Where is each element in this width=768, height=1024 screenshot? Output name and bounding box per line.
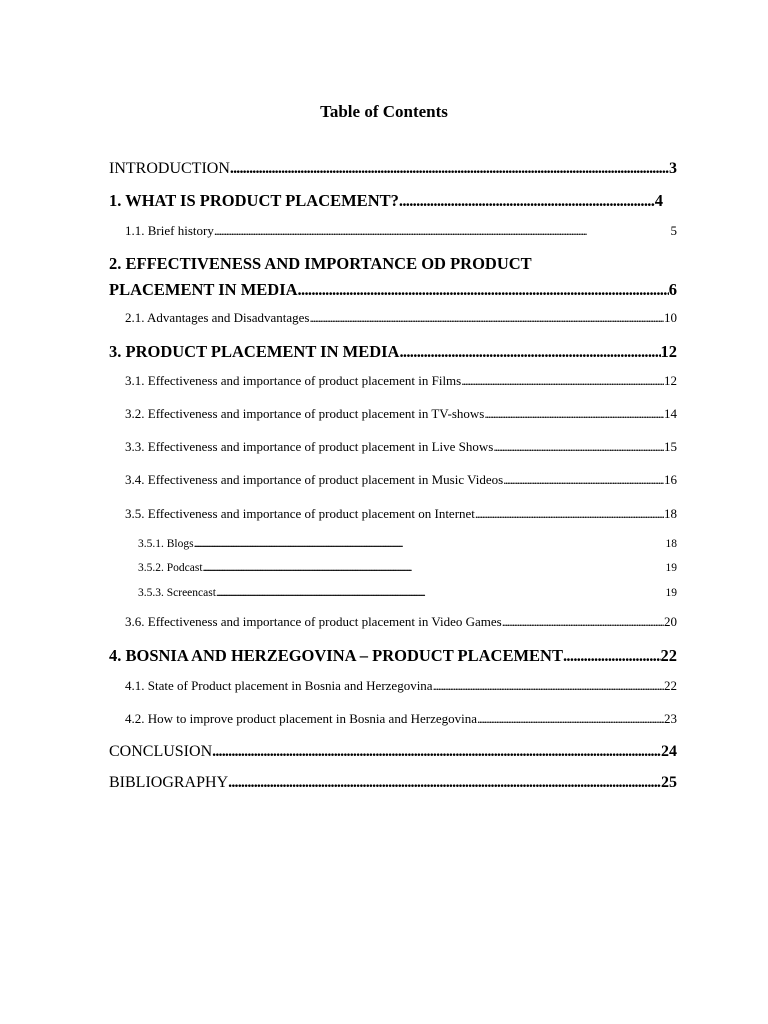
toc-entry-label: CONCLUSION [109, 743, 213, 760]
dot-leader [216, 587, 666, 599]
toc-entry-1-1[interactable] [125, 223, 677, 239]
toc-entry-chapter-3[interactable] [109, 342, 677, 362]
toc-entry-3-1[interactable] [125, 373, 677, 389]
toc-page-number: 19 [665, 587, 677, 599]
toc-entry-2-1[interactable] [125, 310, 677, 326]
dot-leader [484, 406, 664, 422]
toc-entry-chapter-1[interactable] [109, 191, 663, 211]
dot-leader [433, 678, 664, 694]
toc-page-number: 16 [664, 472, 677, 487]
toc-entry-3-5-2[interactable] [138, 562, 677, 574]
toc-entry-label: PLACEMENT IN MEDIA [109, 280, 298, 299]
toc-entry-chapter-4[interactable] [109, 646, 677, 666]
dot-leader [203, 562, 666, 574]
dot-leader [502, 614, 664, 630]
toc-page-number: 10 [664, 310, 677, 325]
toc-entry-4-2[interactable] [125, 711, 677, 727]
dot-leader [399, 191, 655, 211]
dot-leader [214, 223, 671, 239]
toc-page-number: 22 [660, 646, 677, 665]
toc-entry-3-2[interactable] [125, 406, 677, 422]
dot-leader [309, 310, 664, 326]
toc-page-number: 15 [664, 439, 677, 454]
toc-page-number: 24 [661, 743, 677, 760]
toc-entry-4-1[interactable] [125, 678, 677, 694]
toc-page-number: 12 [660, 342, 677, 361]
toc-entry-label: 2.1. Advantages and Disadvantages [125, 310, 310, 325]
toc-entry-label: 1.1. Brief history [125, 223, 214, 238]
toc-entry-3-5-3[interactable] [138, 587, 677, 599]
toc-entry-chapter-2[interactable] [109, 254, 677, 300]
toc-page-number: 3 [669, 160, 677, 177]
toc-entry-label: 3.6. Effectiveness and importance of product placement in Video Games [125, 614, 502, 629]
toc-entry-label: 3.2. Effectiveness and importance of product placement in TV-shows [125, 406, 485, 421]
toc-entry-label: 4. BOSNIA AND HERZEGOVINA – PRODUCT PLACEMENT [109, 646, 563, 665]
dot-leader [230, 160, 669, 178]
toc-entry-3-5[interactable] [125, 506, 677, 522]
toc-page-number: 19 [665, 562, 677, 574]
toc-entry-label: 3.5. Effectiveness and importance of product placement on Internet [125, 506, 475, 521]
toc-entry-3-4[interactable] [125, 472, 677, 488]
toc-page-number: 5 [670, 223, 677, 238]
toc-entry-label: 1. WHAT IS PRODUCT PLACEMENT? [109, 191, 399, 210]
toc-page-number: 20 [664, 614, 677, 629]
toc-entry-label: 3.5.1. Blogs [138, 538, 194, 550]
toc-entry-3-3[interactable] [125, 439, 677, 455]
dot-leader [194, 538, 666, 550]
toc-page-number: 12 [664, 373, 677, 388]
toc-entry-label: 3.5.2. Podcast [138, 562, 203, 574]
dot-leader [493, 439, 664, 455]
toc-title: Table of Contents [320, 102, 448, 121]
dot-leader [477, 711, 664, 727]
toc-page-number: 22 [664, 678, 677, 693]
toc-page-number: 18 [665, 538, 677, 550]
toc-page-number: 4 [654, 191, 663, 210]
toc-entry-bibliography[interactable] [109, 774, 677, 792]
toc-entry-label: 3.1. Effectiveness and importance of product placement in Films [125, 373, 462, 388]
toc-page-number: 25 [661, 774, 677, 791]
toc-entry-label-line1: 2. EFFECTIVENESS AND IMPORTANCE OD PRODUCT [109, 254, 532, 273]
toc-entry-introduction[interactable] [109, 160, 677, 178]
dot-leader [298, 280, 669, 300]
toc-entry-label: 3.3. Effectiveness and importance of product placement in Live Shows [125, 439, 494, 454]
dot-leader [212, 743, 661, 761]
toc-entry-label: 3.4. Effectiveness and importance of product placement in Music Videos [125, 472, 504, 487]
dot-leader [228, 774, 661, 792]
toc-page-number: 23 [664, 711, 677, 726]
toc-entry-3-5-1[interactable] [138, 538, 677, 550]
toc-entry-label: 4.1. State of Product placement in Bosnia and Herzegovina [125, 678, 433, 693]
dot-leader [399, 342, 660, 362]
dot-leader [503, 472, 664, 488]
dot-leader [461, 373, 664, 389]
toc-entry-label: 3. PRODUCT PLACEMENT IN MEDIA [109, 342, 400, 361]
toc-entry-label: BIBLIOGRAPHY [109, 774, 229, 791]
toc-entry-3-6[interactable] [125, 614, 677, 630]
toc-page-number: 18 [664, 506, 677, 521]
toc-entry-conclusion[interactable] [109, 743, 677, 761]
toc-entry-label: 4.2. How to improve product placement in Bosnia and Herzegovina [125, 711, 477, 726]
toc-page-number: 14 [664, 406, 677, 421]
toc-entry-label: INTRODUCTION [109, 160, 230, 177]
dot-leader [475, 506, 664, 522]
toc-page-number: 6 [668, 280, 677, 299]
toc-entry-label: 3.5.3. Screencast [138, 587, 216, 599]
dot-leader [563, 646, 661, 666]
